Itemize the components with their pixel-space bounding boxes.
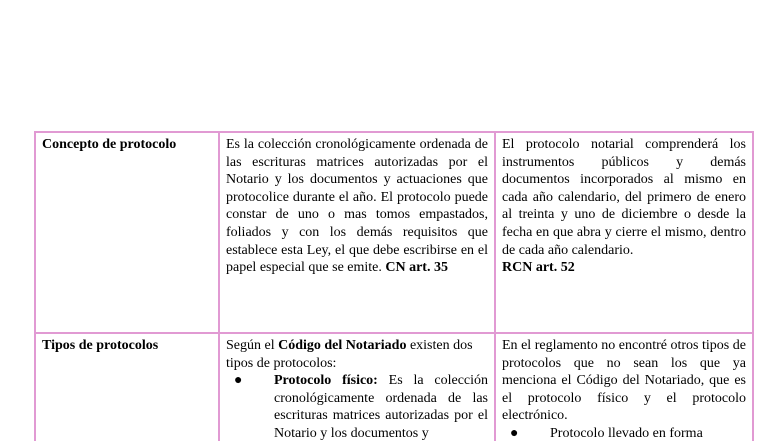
cn-intro-text-after: existen dos tipos de protocolos: [226, 338, 473, 371]
rcn-cell [495, 333, 753, 441]
comparison-table [34, 131, 754, 441]
rcn-reference: RCN art. 52 [502, 260, 575, 276]
list-item-title: Protocolo físico: [274, 373, 378, 389]
row-label: Concepto de protocolo [35, 132, 219, 333]
cn-text: Es la colección cronológicamente ordenada de las escrituras matrices autorizadas por el Notario y los documentos y actuaciones que protocolice durante el año. El protocolo puede constar de uno o mas tomos empastados, foliados y con los demás requisitos que establece esta Ley, el que debe escribirse en el papel especial que se emite. [226, 137, 488, 276]
list-item [226, 372, 488, 441]
rcn-list [502, 425, 746, 441]
rcn-text: El protocolo notarial comprenderá los instrumentos públicos y demás documentos incorporados al mismo en cada año calendario, del primero de enero al treinta y uno de diciembre o desde la fecha en que abra y cierre el mismo, dentro de cada año calendario. [502, 137, 746, 258]
cn-intro [226, 337, 488, 372]
cn-reference: CN art. 35 [385, 260, 448, 276]
cn-paragraph [226, 136, 488, 277]
rcn-cell [495, 132, 753, 333]
row-label: Tipos de protocolos [35, 333, 219, 441]
list-item [502, 425, 746, 441]
cn-code-name: Código del Notariado [278, 338, 407, 353]
table-row [35, 333, 753, 441]
cn-intro-text: Según el [226, 338, 275, 353]
cn-cell [219, 333, 495, 441]
bullet-icon: ● [234, 373, 243, 389]
list-item-text: Protocolo llevado en forma [550, 425, 703, 441]
list-item-text: Es la colección cronológicamente ordenada de las escrituras matrices autorizadas por el Notario y los documentos y [274, 373, 489, 441]
rcn-paragraph [502, 136, 746, 277]
rcn-paragraph: En el reglamento no encontré otros tipos de protocolos que no sean los que ya menciona el Código del Notariado, que es el protocolo físico y el protocolo electrónico. [502, 338, 746, 424]
table-row [35, 132, 753, 333]
protocol-types-list [226, 372, 488, 441]
bullet-icon: ● [510, 425, 519, 441]
cn-cell [219, 132, 495, 333]
